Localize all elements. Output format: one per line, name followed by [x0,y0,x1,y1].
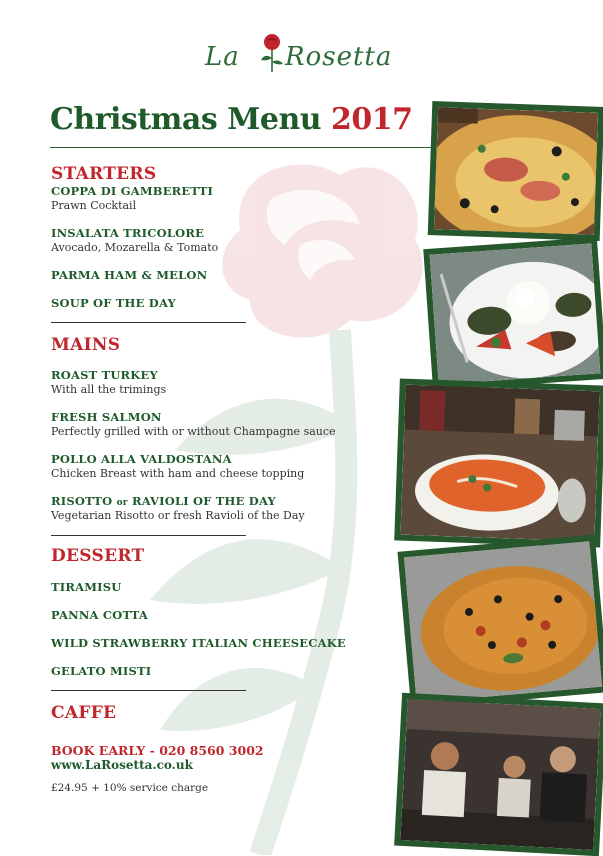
section-heading-starters: STARTERS [51,164,157,184]
focaccia-image [404,541,602,703]
menu-item-desc: With all the trimings [51,383,167,396]
menu-item-name-part: RISOTTO [51,494,113,508]
photo-focaccia [397,535,603,710]
photo-staff [394,693,603,856]
menu-item-name: COPPA DI GAMBERETTI [51,184,214,198]
menu-item-name [51,494,276,508]
menu-item-desc: Prawn Cocktail [51,199,137,212]
menu-item-name-part: RAVIOLI OF THE DAY [131,494,276,508]
section-divider [51,322,246,323]
title-main: Christmas Menu [50,102,322,137]
menu-item-name: INSALATA TRICOLORE [51,226,205,240]
title-year: 2017 [331,102,413,137]
menu-item-name: FRESH SALMON [51,410,162,424]
menu-item-desc: Perfectly grilled with or without Champagne sauce [51,425,336,438]
menu-item-name: SOUP OF THE DAY [51,296,176,310]
book-early-phone: BOOK EARLY - 020 8560 3002 [51,743,264,758]
menu-item-name: GELATO MISTI [51,664,152,678]
logo-text-rosetta: Rosetta [285,42,393,72]
menu-item-name: POLLO ALLA VALDOSTANA [51,452,232,466]
photo-soup [394,378,603,547]
section-heading-caffe: CAFFE [51,703,117,723]
menu-item-desc: Vegetarian Risotto or fresh Ravioli of the Day [51,509,305,522]
rose-logo-icon [259,32,285,74]
logo [205,28,395,88]
menu-item-name: TIRAMISU [51,580,122,594]
page-title [50,102,413,137]
pizza-image [434,107,598,235]
section-divider [51,535,246,536]
menu-item-name: PARMA HAM & MELON [51,268,208,282]
menu-item-name: WILD STRAWBERRY ITALIAN CHEESECAKE [51,636,346,650]
photo-burrata-plate [423,237,603,391]
menu-item-desc: Chicken Breast with ham and cheese topping [51,467,305,480]
title-divider [50,147,436,148]
section-divider [51,690,246,691]
menu-item-desc: Avocado, Mozarella & Tomato [51,241,219,254]
price-note: £24.95 + 10% service charge [51,782,209,794]
burrata-image [430,244,601,385]
section-heading-mains: MAINS [51,335,121,355]
logo-text-la: La [205,42,240,72]
photo-pizza-top [428,101,603,241]
soup-image [400,385,599,542]
menu-item-name: PANNA COTTA [51,608,149,622]
section-heading-dessert: DESSERT [51,546,145,566]
website-link[interactable]: www.LaRosetta.co.uk [51,758,193,772]
menu-item-name: ROAST TURKEY [51,368,158,382]
menu-item-name-or: or [116,498,128,508]
staff-image [400,699,600,850]
